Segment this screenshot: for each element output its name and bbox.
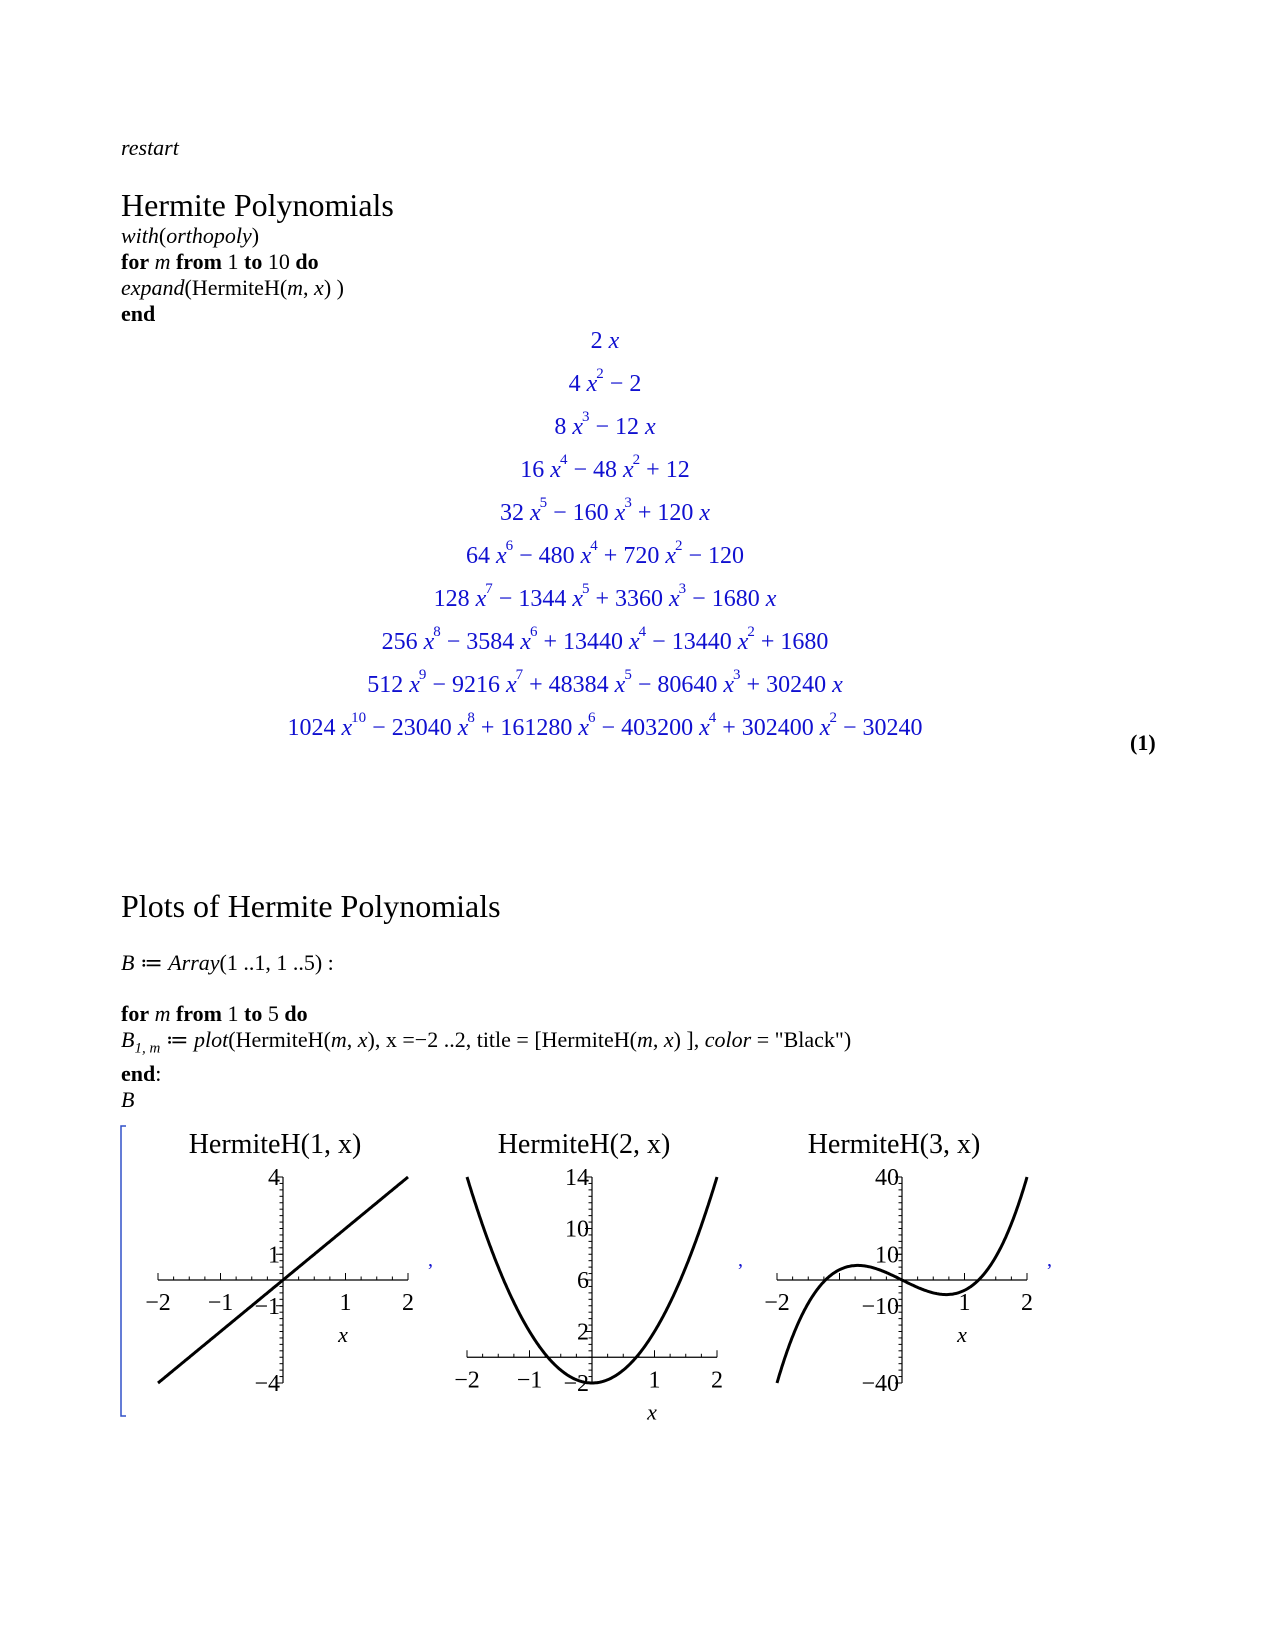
kw-to: to	[244, 1001, 263, 1026]
exponent: 3	[581, 409, 590, 425]
operator: +	[597, 543, 624, 569]
variable-x: x	[663, 586, 680, 612]
assign-op: ≔	[139, 950, 163, 975]
lhs-var: B	[121, 1027, 135, 1052]
y-tick-label: −1	[254, 1293, 280, 1320]
variable-x: x	[417, 629, 435, 655]
array-term: :	[327, 950, 334, 975]
y-tick-label: 4	[268, 1165, 280, 1191]
plot-range: x =−2 ..2	[385, 1027, 466, 1052]
variable-x: x	[335, 715, 353, 741]
coefficient: 9216	[451, 672, 500, 698]
y-tick-label: −4	[254, 1371, 280, 1397]
kw-do: do	[284, 1001, 308, 1026]
variable-x: x	[731, 629, 749, 655]
coefficient: 720	[623, 543, 660, 569]
kw-end: end	[121, 1061, 156, 1086]
coefficient: 8	[554, 414, 567, 440]
polynomial-row	[0, 366, 1210, 398]
coefficient: 80640	[657, 672, 718, 698]
equation-number: (1)	[1130, 730, 1156, 755]
variable-x: x	[514, 629, 531, 655]
loop-var: m	[154, 1001, 171, 1026]
exponent: 5	[624, 667, 632, 683]
operator: +	[716, 715, 742, 741]
coefficient: 2	[629, 371, 642, 397]
variable-x: x	[659, 543, 676, 569]
kw-for: for	[121, 249, 150, 274]
variable-x: x	[566, 586, 583, 612]
coefficient: 1344	[518, 586, 567, 612]
expand-command[interactable]: expand(HermiteH(m, x) )	[121, 275, 344, 300]
polynomial-row	[0, 624, 1210, 656]
operator: −	[492, 586, 519, 612]
y-tick-label: 10	[565, 1216, 589, 1243]
variable-x: x	[608, 500, 626, 526]
array-args: 1 ..1, 1 ..5	[226, 950, 315, 975]
plot-fn: plot	[194, 1027, 229, 1052]
coefficient: 1680	[780, 629, 829, 655]
variable-x: x	[693, 715, 710, 741]
y-tick-label: 6	[577, 1268, 589, 1294]
coefficient: 48	[593, 457, 617, 483]
variable-x: x	[451, 715, 469, 741]
array-fn: Array	[168, 950, 220, 975]
plot-title: HermiteH(2, x)	[497, 1129, 671, 1160]
variable-x: x	[617, 457, 634, 483]
arg-x: x	[314, 275, 324, 300]
coefficient: 13440	[563, 629, 623, 655]
operator: +	[523, 672, 549, 698]
plot-title: HermiteH(1, x)	[188, 1129, 362, 1160]
exponent: 4	[708, 710, 717, 726]
loop-end: 10	[267, 249, 290, 274]
x-axis-label: x	[338, 1322, 348, 1347]
x-tick-label: −2	[145, 1290, 171, 1316]
operator: +	[631, 500, 658, 526]
coefficient: 160	[572, 500, 609, 526]
exponent: 9	[418, 667, 427, 683]
loop-start: 1	[227, 1001, 239, 1026]
coefficient: 161280	[500, 715, 573, 741]
polynomial-row	[0, 710, 1210, 742]
operator: −	[836, 715, 863, 741]
exponent: 6	[505, 538, 514, 554]
section-title-hermite: Hermite Polynomials	[121, 187, 394, 223]
exponent: 6	[588, 710, 596, 726]
kw-for: for	[121, 1001, 150, 1026]
variable-x: x	[580, 371, 598, 397]
with-command[interactable]: with(orthopoly)	[121, 223, 260, 248]
variable-x: x	[608, 672, 626, 698]
title-key: title	[476, 1027, 511, 1052]
polynomial-row	[0, 581, 1210, 613]
variable-x: x	[544, 457, 561, 483]
array-separator: ,	[1047, 1249, 1052, 1271]
assign-op: ≔	[165, 1027, 189, 1052]
expand-fn: expand	[121, 275, 185, 300]
exponent: 6	[529, 624, 538, 640]
end-term: :	[155, 1061, 162, 1086]
y-tick-label: −40	[861, 1371, 899, 1397]
coefficient: 480	[538, 543, 575, 569]
color-key: color	[704, 1027, 752, 1052]
exponent: 2	[675, 538, 683, 554]
coefficient: 12	[665, 457, 690, 483]
operator: +	[589, 586, 616, 612]
coefficient: 32	[499, 500, 524, 526]
operator: −	[682, 543, 709, 569]
operator: −	[686, 586, 712, 612]
x-tick-label: 1	[339, 1290, 352, 1316]
variable-x: x	[813, 715, 831, 741]
exponent: 7	[485, 581, 493, 597]
variable-x: x	[693, 500, 711, 526]
coefficient: 64	[465, 543, 490, 569]
exponent: 4	[638, 624, 647, 640]
arg-x: x	[663, 1027, 674, 1052]
hermite-fn-title: HermiteH	[541, 1027, 630, 1052]
operator: +	[537, 629, 563, 655]
variable-x: x	[566, 414, 583, 440]
coefficient: 128	[433, 586, 470, 612]
y-tick-label: 14	[565, 1165, 589, 1191]
loop-var: m	[154, 249, 171, 274]
exponent: 3	[678, 581, 687, 597]
variable-x: x	[717, 672, 735, 698]
x-tick-label: 1	[958, 1290, 971, 1316]
y-tick-label: 2	[577, 1319, 589, 1346]
exponent: 2	[632, 452, 641, 468]
kw-do: do	[295, 249, 319, 274]
coefficient: 3584	[466, 629, 515, 655]
exponent: 5	[581, 581, 590, 597]
kw-from: from	[175, 249, 223, 274]
polynomial-row	[0, 538, 1210, 570]
exponent: 8	[433, 624, 441, 640]
variable-x: x	[489, 543, 507, 569]
coefficient: 48384	[548, 672, 609, 698]
exponent: 3	[624, 495, 632, 511]
operator: −	[603, 371, 630, 397]
polynomial-row	[0, 452, 1210, 484]
operator: −	[595, 715, 622, 741]
exponent: 3	[733, 667, 741, 683]
y-tick-label: −10	[861, 1293, 899, 1320]
coefficient: 12	[615, 414, 640, 440]
coefficient: 1024	[287, 715, 336, 741]
operator: +	[474, 715, 501, 741]
operator: +	[754, 629, 781, 655]
plot-array	[0, 1120, 1275, 1420]
polynomial-row	[0, 328, 1210, 355]
coefficient: 3360	[615, 586, 664, 612]
variable-x: x	[826, 672, 843, 698]
arg-m: m	[287, 275, 304, 300]
polynomial-row	[0, 495, 1210, 527]
coefficient: 1680	[711, 586, 760, 612]
exponent: 2	[829, 710, 837, 726]
hermite-fn: HermiteH	[191, 275, 280, 300]
variable-x: x	[523, 500, 541, 526]
operator: −	[646, 629, 672, 655]
section-title-plots: Plots of Hermite Polynomials	[121, 888, 501, 924]
variable-x: x	[499, 672, 517, 698]
x-tick-label: −1	[516, 1367, 543, 1394]
kw-end[interactable]: end	[121, 301, 156, 326]
operator: −	[547, 500, 573, 526]
coefficient: 30240	[766, 672, 827, 698]
operator: −	[567, 457, 593, 483]
loop-start: 1	[227, 249, 239, 274]
x-tick-label: 2	[711, 1367, 723, 1394]
x-tick-label: −2	[764, 1290, 790, 1316]
variable-x: x	[469, 586, 487, 612]
coefficient: 302400	[741, 715, 814, 741]
polynomial-row	[0, 409, 1210, 441]
color-val: "Black"	[774, 1027, 844, 1052]
arg-m: m	[330, 1027, 347, 1052]
x-tick-label: 2	[402, 1290, 414, 1316]
exponent: 4	[590, 538, 598, 554]
exponent: 7	[515, 667, 524, 683]
coefficient: 120	[708, 543, 745, 569]
with-fn: with	[121, 223, 159, 248]
coefficient: 512	[367, 672, 404, 698]
x-tick-label: −2	[454, 1367, 480, 1394]
exponent: 2	[747, 624, 755, 640]
variable-x: x	[403, 672, 420, 698]
y-tick-label: 40	[875, 1165, 899, 1191]
coefficient: 2	[590, 328, 603, 354]
operator: −	[440, 629, 467, 655]
with-arg: orthopoly	[166, 223, 252, 248]
y-tick-label: −2	[563, 1371, 589, 1397]
arg-x: x	[357, 1027, 368, 1052]
coefficient: 403200	[621, 715, 694, 741]
kw-from: from	[175, 1001, 223, 1026]
exponent: 5	[539, 495, 548, 511]
plot-command[interactable]: $B_{1, m}$ ≔ plot(HermiteH(m, x), x =−2 ..2, title = [HermiteH(m, x) ], color = "Black")	[121, 1027, 852, 1057]
exponent: 2	[596, 366, 604, 382]
x-axis-label: x	[647, 1399, 657, 1420]
variable-x: x	[623, 629, 640, 655]
for-loop-header[interactable]	[121, 249, 319, 275]
restart-command[interactable]: restart	[121, 135, 179, 160]
coefficient: 30240	[862, 715, 923, 741]
x-tick-label: 1	[648, 1367, 661, 1394]
end-command[interactable]	[121, 1061, 161, 1087]
operator: +	[740, 672, 767, 698]
x-tick-label: 2	[1021, 1290, 1033, 1316]
kw-to: to	[244, 249, 263, 274]
output-var-command[interactable]: B	[121, 1087, 135, 1112]
coefficient: 13440	[671, 629, 732, 655]
array-separator: ,	[738, 1249, 743, 1271]
coefficient: 120	[657, 500, 694, 526]
coefficient: 16	[520, 457, 545, 483]
operator: −	[631, 672, 658, 698]
x-tick-label: −1	[207, 1290, 234, 1316]
operator: −	[589, 414, 616, 440]
exponent: 10	[351, 710, 367, 726]
hermite-fn: HermiteH	[235, 1027, 324, 1052]
variable-x: x	[759, 586, 777, 612]
plot-title: HermiteH(3, x)	[807, 1129, 981, 1160]
coefficient: 23040	[391, 715, 452, 741]
x-axis-label: x	[957, 1322, 967, 1347]
operator: −	[366, 715, 392, 741]
y-tick-label: 1	[268, 1242, 280, 1269]
array-command[interactable]: B ≔ Array(1 ..1, 1 ..5) :	[121, 950, 334, 975]
operator: −	[513, 543, 539, 569]
operator: −	[426, 672, 452, 698]
coefficient: 4	[568, 371, 581, 397]
variable-x: x	[572, 715, 590, 741]
polynomial-row	[0, 667, 1210, 699]
operator: +	[640, 457, 666, 483]
arg-m: m	[636, 1027, 653, 1052]
loop-end: 5	[267, 1001, 279, 1026]
array-separator: ,	[428, 1249, 433, 1271]
variable-x: x	[639, 414, 656, 440]
exponent: 4	[559, 452, 568, 468]
y-tick-label: 10	[875, 1242, 899, 1269]
array-var: B	[121, 950, 135, 975]
variable-x: x	[574, 543, 592, 569]
lhs-subscript: 1, m	[134, 1040, 161, 1057]
exponent: 8	[467, 710, 475, 726]
for-loop-header-2[interactable]	[121, 1001, 308, 1027]
coefficient: 256	[381, 629, 418, 655]
variable-x: x	[602, 328, 620, 354]
